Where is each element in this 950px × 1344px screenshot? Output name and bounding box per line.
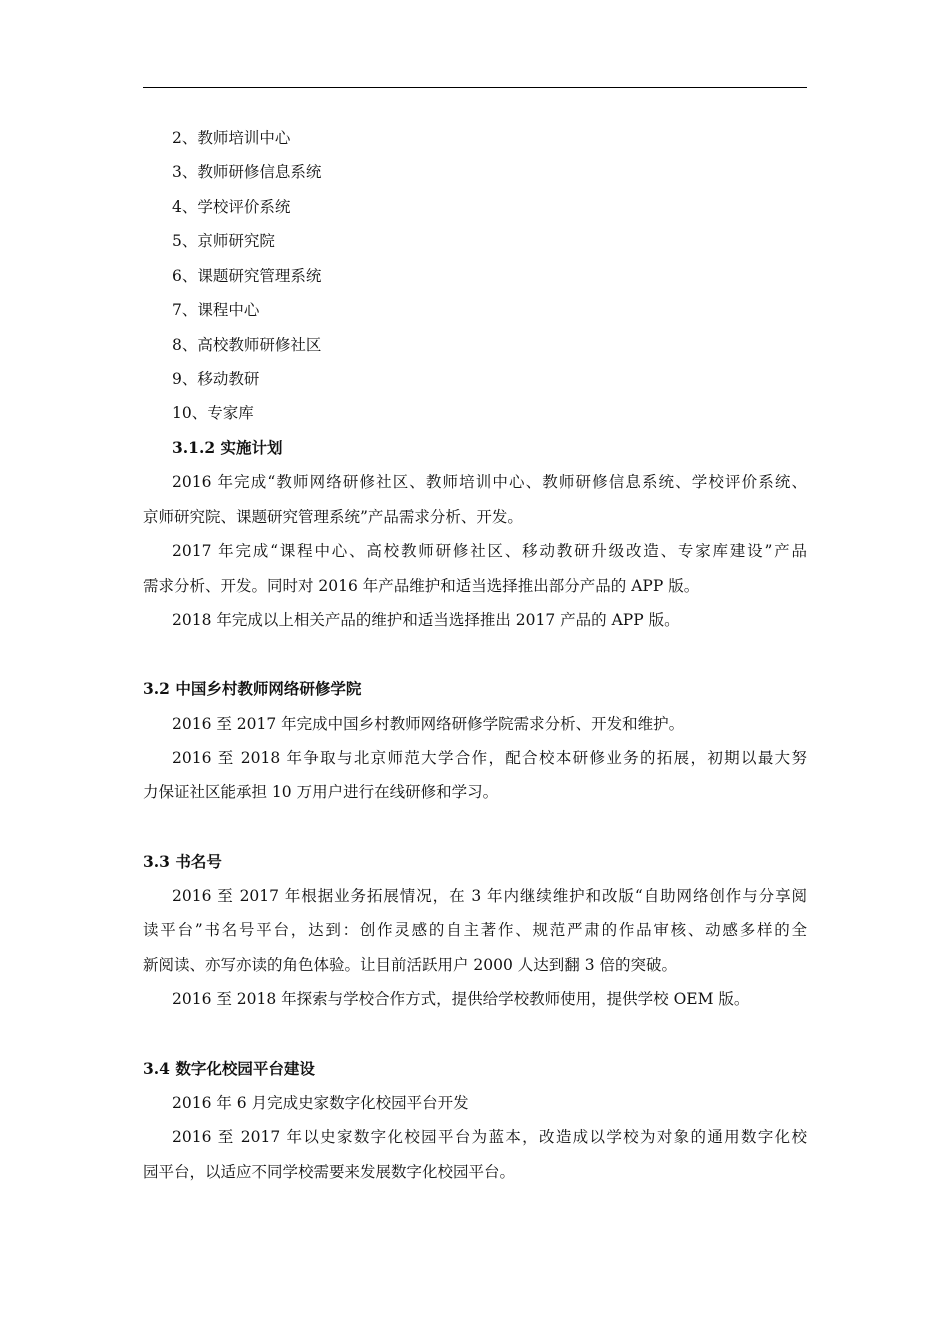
list-item: 10、专家库 [172, 404, 254, 422]
section-heading-3-3: 3.3 书名号 [143, 852, 222, 871]
list-item: 3、教师研修信息系统 [172, 163, 322, 181]
paragraph-line: 力保证社区能承担 10 万用户进行在线研修和学习。 [143, 783, 499, 801]
paragraph-line: 2017 年完成“课程中心、高校教师研修社区、移动教研升级改造、专家库建设”产品 [172, 542, 807, 560]
paragraph-line: 2018 年完成以上相关产品的维护和适当选择推出 2017 产品的 APP 版。 [172, 611, 680, 629]
paragraph-line: 2016 至 2018 年争取与北京师范大学合作，配合校本研修业务的拓展，初期以最大努 [172, 749, 807, 767]
section-heading-3-2: 3.2 中国乡村教师网络研修学院 [143, 679, 362, 698]
list-item: 6、课题研究管理系统 [172, 267, 322, 285]
paragraph-line: 需求分析、开发。同时对 2016 年产品维护和适当选择推出部分产品的 APP 版。 [143, 577, 700, 595]
section-heading-3-4: 3.4 数字化校园平台建设 [143, 1059, 315, 1078]
section-heading-3-1-2: 3.1.2 实施计划 [172, 438, 283, 457]
list-item: 4、学校评价系统 [172, 198, 291, 216]
paragraph-line: 2016 至 2017 年以史家数字化校园平台为蓝本，改造成以学校为对象的通用数字化校 [172, 1128, 807, 1146]
list-item: 7、课程中心 [172, 301, 260, 319]
paragraph-line: 2016 年完成“教师网络研修社区、教师培训中心、教师研修信息系统、学校评价系统、 [172, 473, 807, 491]
header-rule [143, 87, 807, 88]
list-item: 5、京师研究院 [172, 232, 275, 250]
list-item: 2、教师培训中心 [172, 129, 291, 147]
list-item: 9、移动教研 [172, 370, 260, 388]
paragraph-line: 2016 至 2017 年根据业务拓展情况，在 3 年内继续维护和改版“自助网络创作与分享阅 [172, 887, 807, 905]
paragraph-line: 园平台，以适应不同学校需要来发展数字化校园平台。 [143, 1163, 516, 1181]
paragraph-line: 2016 至 2018 年探索与学校合作方式，提供给学校教师使用，提供学校 OEM 版。 [172, 990, 750, 1008]
list-item: 8、高校教师研修社区 [172, 336, 322, 354]
paragraph-line: 2016 年 6 月完成史家数字化校园平台开发 [172, 1094, 469, 1112]
paragraph-line: 新阅读、亦写亦读的角色体验。让目前活跃用户 2000 人达到翻 3 倍的突破。 [143, 956, 678, 974]
paragraph-line: 读平台”书名号平台，达到：创作灵感的自主著作、规范严肃的作品审核、动感多样的全 [143, 921, 807, 939]
paragraph-line: 2016 至 2017 年完成中国乡村教师网络研修学院需求分析、开发和维护。 [172, 715, 685, 733]
paragraph-line: 京师研究院、课题研究管理系统”产品需求分析、开发。 [143, 508, 523, 526]
